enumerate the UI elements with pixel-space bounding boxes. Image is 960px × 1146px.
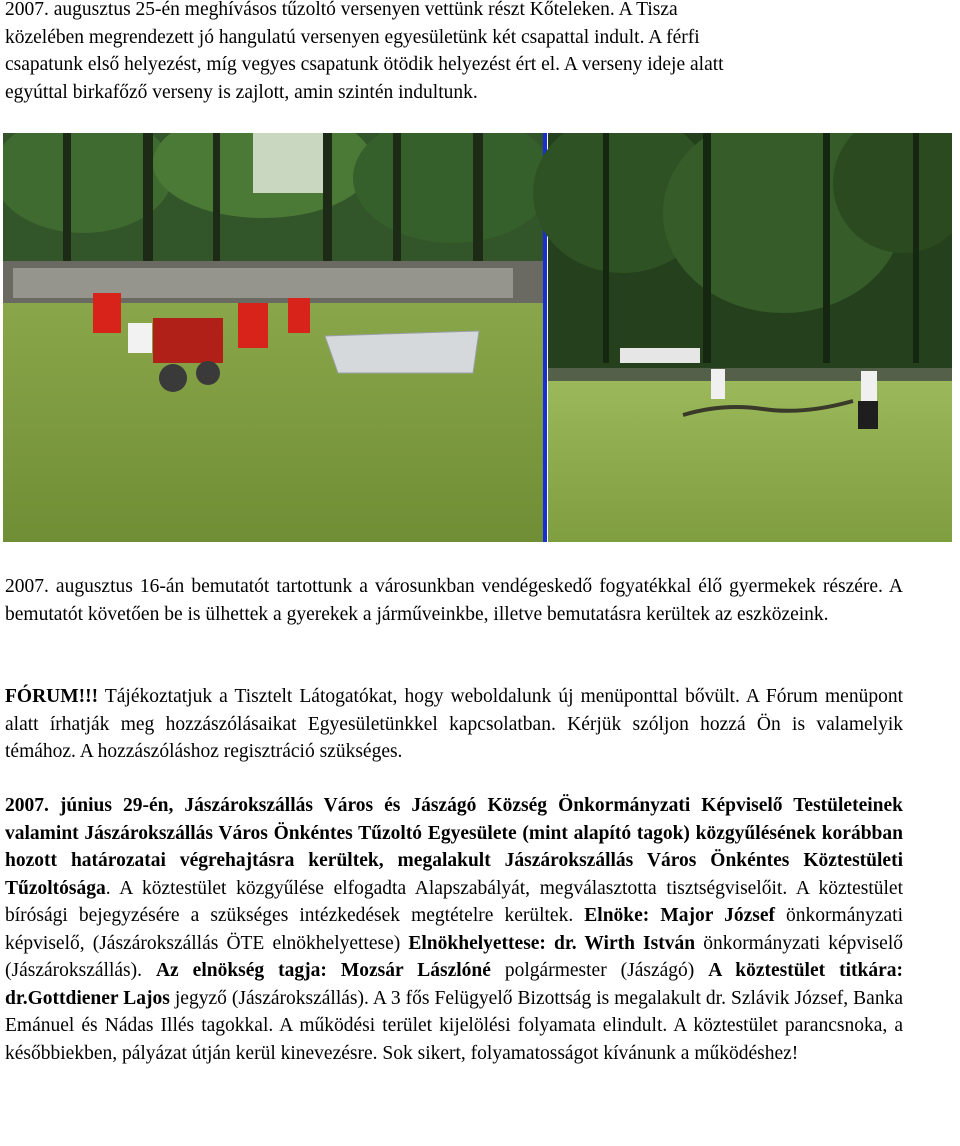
left-photo bbox=[3, 133, 553, 542]
demonstration-text: 2007. augusztus 16-án bemutatót tartottunk a városunkban vendégeskedő fogyatékkal élő gyermekek részére. A bemutatót követően be is ülhettek a gyerekek a járműveinkbe, illetve bemutatásra kerültek az eszközeink. bbox=[5, 576, 903, 625]
president-label: Elnöke: Major József bbox=[584, 905, 775, 926]
vice-president-label: Elnökhelyettese: dr. Wirth István bbox=[408, 932, 696, 954]
forum-heading: FÓRUM!!! bbox=[5, 686, 99, 707]
board-member-label: Az elnökség tagja: Mozsár Lászlóné bbox=[155, 960, 491, 981]
paragraph-demonstration bbox=[5, 573, 903, 628]
forum-text: Tájékoztatjuk a Tisztelt Látogatókat, hogy weboldalunk új menüponttal bővült. A Fórum menüpont alatt írhatják meg hozzászólásaikat Egyesületünkkel kapcsolatban. Kérjük szóljon hozzá Ön is valamelyik témához. A hozzászóláshoz regisztráció szükséges. bbox=[5, 686, 903, 762]
closing-text: jegyző (Jászárokszállás). A 3 fős Felügyelő Bizottság is megalakult dr. Szlávik József, Banka Emánuel és Nádas Illés tagokkal. A működési terület kijelölési folyamata elindult. A köztestület parancsnoka, a későbbiekben, pályázat útján kerül kinevezésre. Sok sikert, folyamatosságot kívánunk a működéshez! bbox=[5, 987, 903, 1064]
paragraph-corporation bbox=[5, 792, 903, 1067]
right-photo bbox=[533, 133, 952, 542]
text-line: egyúttal birkafőző verseny is zajlott, amin szintén indultunk. bbox=[5, 81, 478, 103]
text-line: közelében megrendezett jó hangulatú versenyen egyesületünk két csapattal indult. A férfi bbox=[5, 26, 700, 48]
secretary-label: A köztestület titkára: dr.Gottdiener Lajos bbox=[5, 960, 903, 1009]
corporation-founding: 2007. június 29-én, Jászárokszállás Város és Jászágó Község Önkormányzati Képviselő Testületeinek valamint Jászárokszállás Város Önkéntes Tűzoltó Egyesülete (mint alapító tagok) közgyűlésének korábban hozott határozatai végrehajtásra kerültek, megalakult Jászárokszállás Város Önkéntes Köztestületi Tűzoltósága bbox=[5, 795, 903, 899]
competition-photo bbox=[3, 133, 952, 542]
text-line: 2007. augusztus 25-én meghívásos tűzoltó versenyen vettünk részt Kőteleken. A Tisza bbox=[5, 0, 678, 20]
vice-president-text: önkormányzati képviselő (Jászárokszállás). bbox=[5, 932, 903, 981]
board-member-text: polgármester (Jászágó) bbox=[490, 960, 709, 981]
corporation-text: . A köztestület közgyűlése elfogadta Alapszabályát, megválasztotta tisztségviselőit. A köztestület bírósági bejegyzésére a szükséges intézkedések megtételre kerültek. bbox=[5, 877, 903, 926]
paragraph-forum bbox=[5, 683, 903, 766]
president-text: önkormányzati képviselő, (Jászárokszállás ÖTE elnökhelyettese) bbox=[5, 905, 903, 954]
paragraph-competition bbox=[5, 0, 960, 106]
text-line: csapatunk első helyezést, míg vegyes csapatunk ötödik helyezést ért el. A verseny ideje alatt bbox=[5, 54, 724, 75]
